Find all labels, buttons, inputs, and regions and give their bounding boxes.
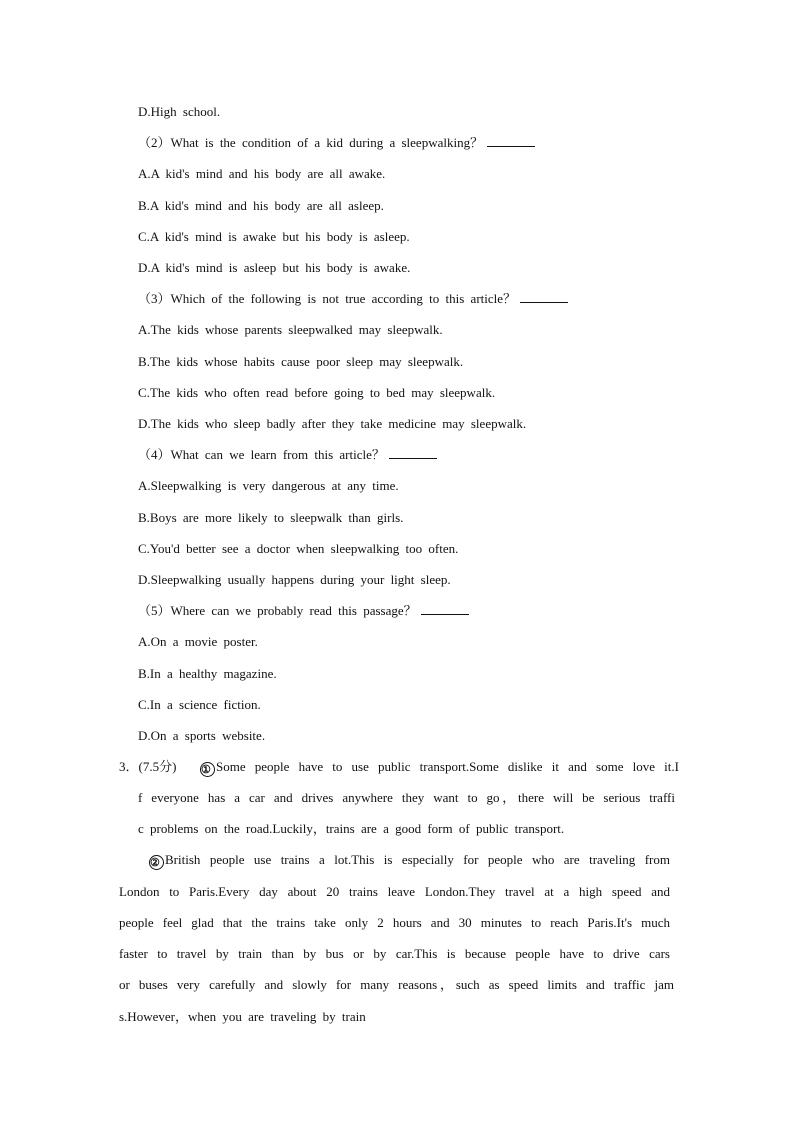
- line-text: D.The kids who sleep badly after they take medicine may sleepwalk.: [138, 416, 527, 431]
- q3-p2-line-6: s.However，when you are traveling by train: [119, 1009, 366, 1024]
- q3-p1-line-3: c problems on the road.Luckily，trains are a good form of public transport.: [138, 821, 565, 836]
- line-text: A.The kids whose parents sleepwalked may sleepwalk.: [138, 322, 443, 337]
- q3-p2-line-4: faster to travel by train than by bus or by car.This is because people have to drive cars: [119, 946, 670, 961]
- line-text: D.High school.: [138, 104, 221, 119]
- option-line: [138, 541, 458, 557]
- question-line: [138, 135, 535, 151]
- q3-p2-line-5: or buses very carefully and slowly for many reasons，such as speed limits and traffic jam: [119, 977, 674, 992]
- option-line: [138, 510, 403, 526]
- line-text: C.A kid's mind is awake but his body is asleep.: [138, 229, 410, 244]
- option-line: [138, 198, 384, 214]
- line-text: （5）Where can we probably read this passage？: [138, 603, 417, 618]
- line-text: （2）What is the condition of a kid during a sleepwalking？: [138, 135, 484, 150]
- option-line: [138, 634, 258, 650]
- question-line: [138, 603, 469, 619]
- line-text: C.In a science fiction.: [138, 697, 261, 712]
- line-text: A.A kid's mind and his body are all awake.: [138, 166, 386, 181]
- line-text: A.Sleepwalking is very dangerous at any time.: [138, 478, 399, 493]
- line-text: C.The kids who often read before going to bed may sleepwalk.: [138, 385, 496, 400]
- option-line: [138, 322, 443, 338]
- line-text: D.Sleepwalking usually happens during your light sleep.: [138, 572, 451, 587]
- line-text: B.Boys are more likely to sleepwalk than girls.: [138, 510, 404, 525]
- option-line: [138, 166, 385, 182]
- q3-p2-line-2: London to Paris.Every day about 20 trains leave London.They travel at a high speed and: [119, 884, 670, 899]
- option-line: [138, 478, 399, 494]
- line-text: B.The kids whose habits cause poor sleep may sleepwalk.: [138, 354, 464, 369]
- answer-blank[interactable]: [389, 447, 437, 459]
- q3-p1-line-1: ① Some people have to use public transport.Some dislike it and some love it.I: [201, 759, 679, 776]
- option-line: [138, 104, 220, 120]
- answer-blank[interactable]: [421, 603, 469, 615]
- line-text: A.On a movie poster.: [138, 634, 258, 649]
- circled-number-2: ②: [149, 855, 164, 870]
- line-text: C.You'd better see a doctor when sleepwalking too often.: [138, 541, 459, 556]
- line-text: （3）Which of the following is not true according to this article？: [138, 291, 517, 306]
- line-text: （4）What can we learn from this article？: [138, 447, 385, 462]
- option-line: [138, 385, 495, 401]
- line-text: B.In a healthy magazine.: [138, 666, 277, 681]
- q3-p2-line-3: people feel glad that the trains take only 2 hours and 30 minutes to reach Paris.It's much: [119, 915, 670, 930]
- option-line: [138, 416, 526, 432]
- line-text: B.A kid's mind and his body are all asleep.: [138, 198, 384, 213]
- answer-blank[interactable]: [520, 291, 568, 303]
- question-line: [138, 447, 437, 463]
- line-text: D.On a sports website.: [138, 728, 266, 743]
- option-line: [138, 697, 261, 713]
- answer-blank[interactable]: [487, 135, 535, 147]
- option-line: [138, 354, 463, 370]
- question-3-label: 3．(7.5分): [119, 759, 177, 774]
- line-text: D.A kid's mind is asleep but his body is awake.: [138, 260, 411, 275]
- option-line: [138, 260, 410, 276]
- question-line: [138, 291, 568, 307]
- circled-number-1: ①: [200, 762, 215, 777]
- option-line: [138, 572, 451, 588]
- q3-p2-line-1: ② British people use trains a lot.This is especially for people who are traveling from: [150, 852, 670, 869]
- q3-p1-line-2: f everyone has a car and drives anywhere they want to go，there will be serious traffi: [138, 790, 675, 805]
- option-line: [138, 728, 265, 744]
- option-line: [138, 229, 410, 245]
- option-line: [138, 666, 277, 682]
